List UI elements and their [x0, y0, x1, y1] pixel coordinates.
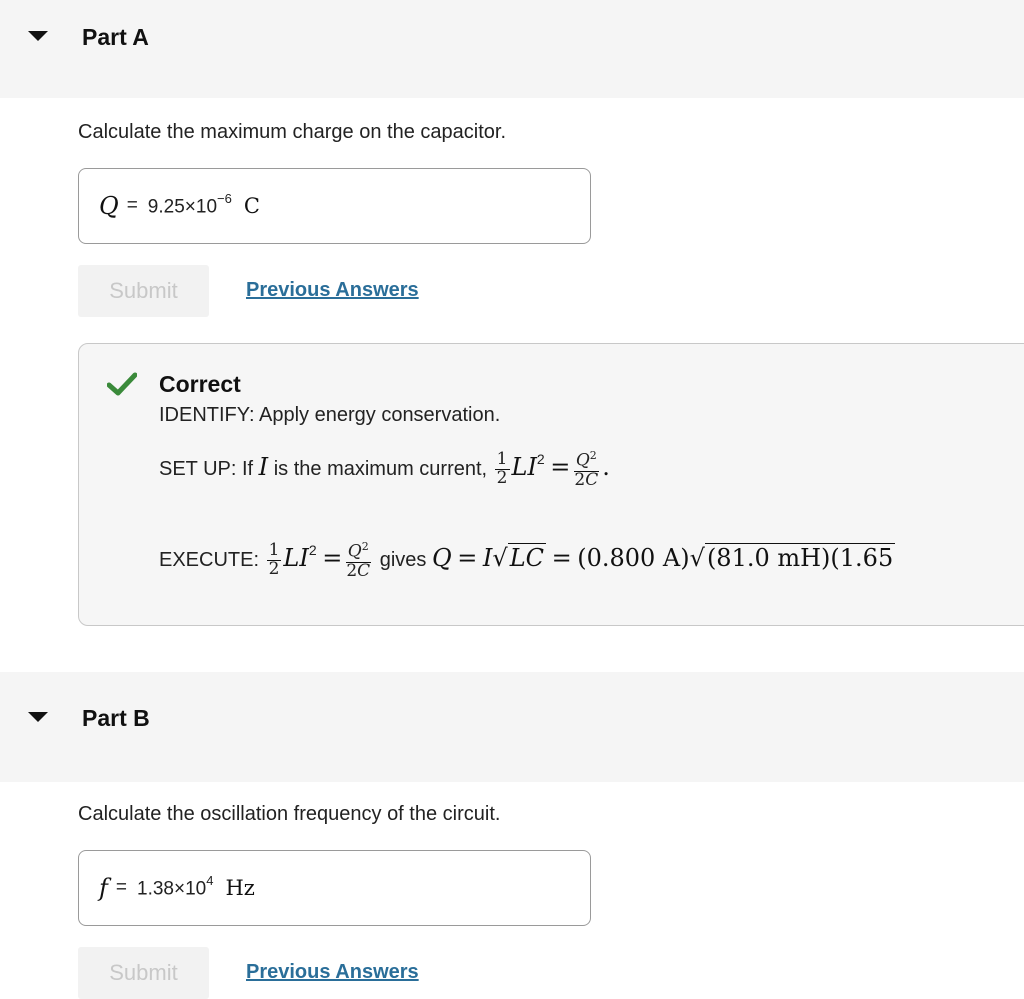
- answer-variable: Q: [99, 192, 119, 220]
- checkmark-icon: [107, 372, 137, 396]
- feedback-setup: SET UP: If I is the maximum current, $\frac{1}{2}$ $LI^2$ = $\frac{Q^2}{2C}$ .: [159, 449, 610, 490]
- part-b-title: Part B: [82, 705, 150, 731]
- part-a-question: Calculate the maximum charge on the capacitor.: [78, 121, 506, 143]
- part-a-header[interactable]: [0, 0, 1024, 98]
- part-a-previous-answers-link[interactable]: Previous Answers: [246, 279, 419, 301]
- part-b-question: Calculate the oscillation frequency of the circuit.: [78, 803, 501, 825]
- answer-variable: f: [99, 874, 108, 902]
- part-a-answer-field[interactable]: [78, 168, 591, 244]
- part-b-previous-answers-link[interactable]: Previous Answers: [246, 961, 419, 983]
- answer-value: $9.25\times 10^{-6}$: [147, 191, 232, 218]
- collapse-triangle-icon[interactable]: [28, 712, 48, 722]
- part-a-submit-button[interactable]: Submit: [78, 265, 209, 317]
- feedback-status: Correct: [159, 371, 241, 397]
- feedback-execute: EXECUTE: $\frac{1}{2}$ $LI^2$ = $\frac{Q^2}{2C}$ gives Q = I√LC = (0.800 A)√(81.0 mH)(1.65: [159, 540, 894, 581]
- part-b-answer-field[interactable]: [78, 850, 591, 926]
- answer-equals: =: [115, 877, 127, 898]
- answer-value: $1.38\times 10^4$: [137, 873, 214, 900]
- feedback-identify: IDENTIFY: Apply energy conservation.: [159, 404, 501, 426]
- part-b-submit-button[interactable]: Submit: [78, 947, 209, 999]
- feedback-panel: [78, 343, 1024, 626]
- answer-unit: Hz: [225, 876, 255, 900]
- part-b-header[interactable]: [0, 672, 1024, 782]
- answer-equals: =: [126, 195, 138, 216]
- answer-unit: C: [243, 194, 260, 218]
- collapse-triangle-icon[interactable]: [28, 31, 48, 41]
- part-a-title: Part A: [82, 24, 149, 50]
